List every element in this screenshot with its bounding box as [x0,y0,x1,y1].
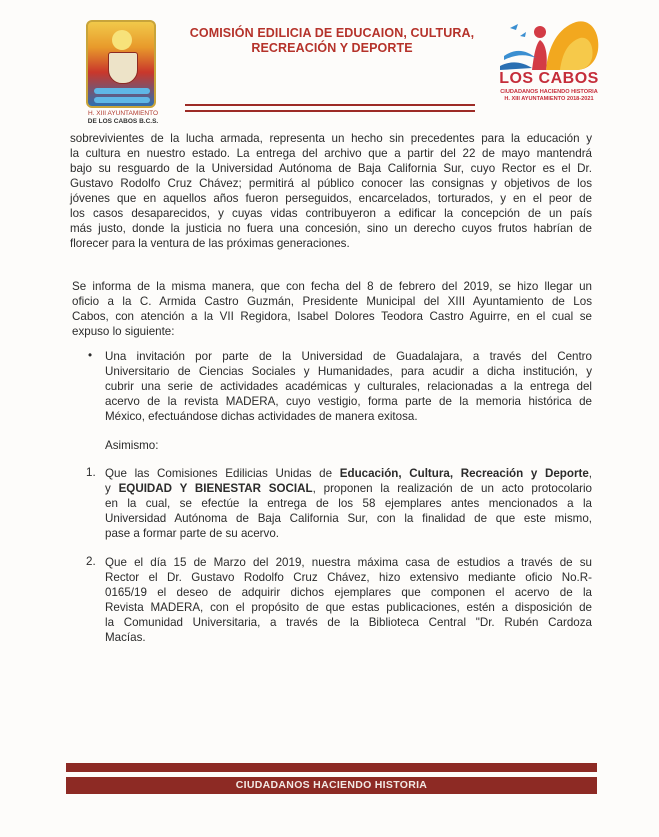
bullet-paragraph [105,349,592,424]
bullet-marker: • [88,349,93,362]
commission-title-line1: COMISIÓN EDILICIA DE EDUCAION, CULTURA, [189,26,475,40]
list-item-1-line: Universidad Autónoma de Baja California Sur, con la finalidad de que este mismo, [105,512,592,525]
logo-title: LOS CABOS [499,70,599,87]
list-item-1-line1: Que las Comisiones Edilicias Unidas de Educación, Cultura, Recreación y Deporte, [105,467,593,480]
list-item-2-line: Macías. [105,631,146,644]
commission-title-line2: RECREACIÓN Y DEPORTE [251,41,413,55]
bullet-line: México, efectuándose dichas actividades de manera exitosa. [105,410,418,423]
municipal-seal-logo [86,20,156,108]
logo-subtitle-ayuntamiento: H. XIII AYUNTAMIENTO 2018-2021 [504,96,594,102]
header-divider-bottom [185,110,475,112]
intro-line: florecer para la ventura de las próximas generaciones. [70,237,350,250]
list-item-2-line: Revista MADERA, con el propósito de que estas publicaciones, estén a disposición de [105,601,592,614]
intro-line: jóvenes que en aquellos años fueron perseguidos, encarcelados, torturados, y en el peor de [70,192,592,205]
footer-slogan: CIUDADANOS HACIENDO HISTORIA [235,779,428,791]
footer-bar-top [66,763,597,772]
list-number-2: 2. [86,555,96,568]
list-item-2 [105,555,592,645]
inform-line: Cabos, con atención a la VII Regidora, Isabel Dolores Teodora Castro Aguirre, en el cual se [72,310,592,323]
intro-line: bajo su resguardo de la Universidad Autónoma de Baja California Sur, cuyo Rector es el Dr. [70,162,592,175]
list-item-1 [105,466,592,541]
inform-line: Se informa de la misma manera, que con fecha del 8 de febrero del 2019, se hizo llegar un [72,280,592,293]
bullet-line: Universitario de Ciencias Sociales y Humanidades, para acudir a dicha institución, y [105,365,592,378]
bullet-line: acervo de la revista MADERA, cuyo vestigio, forma parte de la memoria histórica de [105,395,592,408]
intro-line: la cultura en nuestro estado. La entrega del archivo que a partir del 22 de mayo mantendrá [70,147,592,160]
commission-title [172,26,492,56]
list-item-2-line: 0165/19 el deseo de adquirir dichos ejemplares que componen el acervo de la [105,586,592,599]
intro-line: más justo, donde la justicia no fuera una concesión, sino un derecho cuyos frutos habrían de [70,222,592,235]
header-divider-top [185,104,475,106]
inform-line: oficio a la C. Armida Castro Guzmán, Presidente Municipal del XIII Ayuntamiento de Los [72,295,592,308]
list-item-2-line: Rector el Dr. Gustavo Rodolfo Cruz Chávez, hizo extensivo mediante oficio No.R- [105,571,592,584]
logo-subtitle-slogan: CIUDADANOS HACIENDO HISTORIA [500,89,598,95]
list-item-1-line2: y EQUIDAD Y BIENESTAR SOCIAL, proponen la realización de un acto protocolario [105,482,592,495]
bullet-line: Una invitación por parte de la Universidad de Guadalajara, a través del Centro [105,350,592,363]
seal-caption-municipio: DE LOS CABOS B.C.S. [87,118,159,125]
intro-line: sobrevivientes de la lucha armada, representa un hecho sin precedentes para la educación y [70,132,592,145]
list-item-2-line: la Comunidad Universitaria, a través de la Biblioteca Central "Dr. Rubén Cardoza [105,616,592,629]
los-cabos-emblem-icon [496,16,602,72]
list-item-1-line: pase a formar parte de su acervo. [105,527,279,540]
seal-caption-ayuntamiento: H. XIII AYUNTAMIENTO [87,110,159,117]
inform-paragraph [72,279,592,339]
list-item-1-line: en la cual, se efectúe la entrega de los 58 ejemplares antes mencionados a la [105,497,592,510]
intro-line: los casos desaparecidos, y cuyas vidas contribuyeron a edificar la concepción de un país [70,207,592,220]
list-number-1: 1. [86,466,96,479]
intro-paragraph [70,131,592,251]
bullet-line: cubrir una serie de actividades académicas y culturales, relacionadas a la entrega del [105,380,592,393]
asimismo-heading: Asimismo: [105,439,159,452]
inform-line: expuso lo siguiente: [72,325,175,338]
list-item-2-line: Que el día 15 de Marzo del 2019, nuestra máxima casa de estudios a través de su [105,556,592,569]
intro-line: Gustavo Rodolfo Cruz Chávez; permitirá al público conocer las consignas y objetivos de los [70,177,592,190]
